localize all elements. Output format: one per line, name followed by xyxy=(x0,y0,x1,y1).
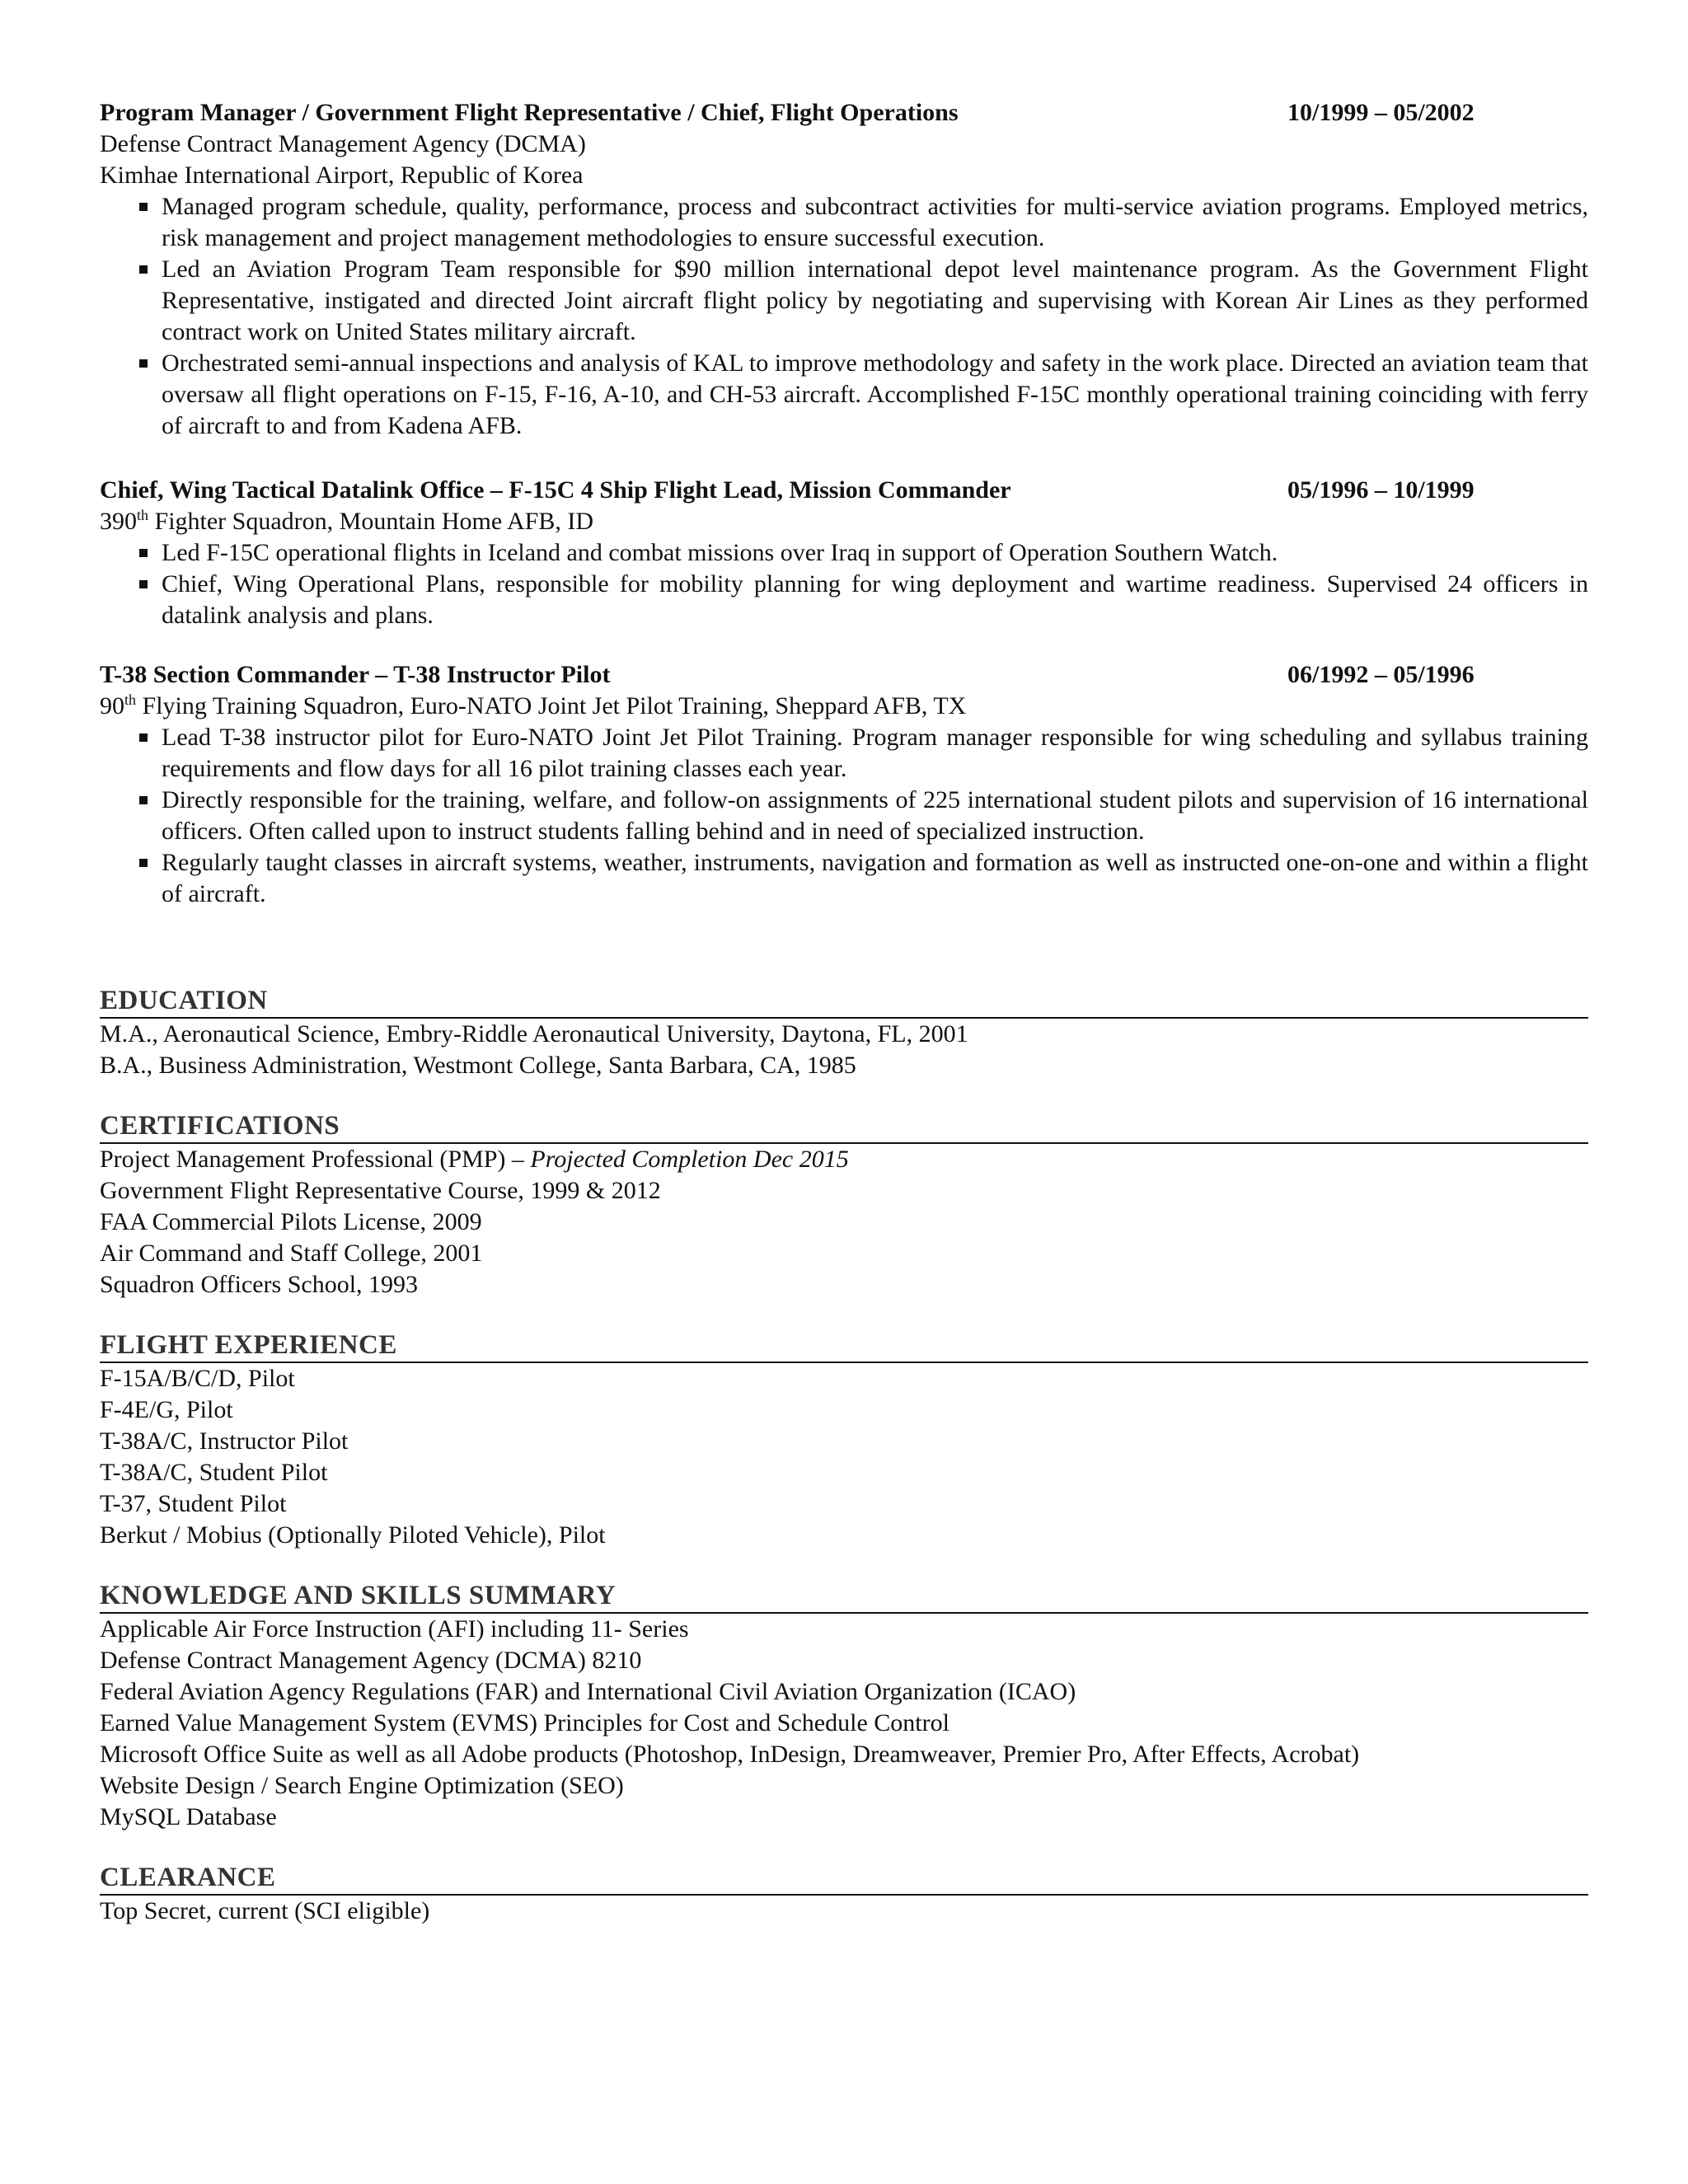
skill-item: Microsoft Office Suite as well as all Adobe products (Photoshop, InDesign, Dreamweaver, Premier Pro, After Effects, Acrobat) xyxy=(100,1741,1360,1768)
flight-experience-item: T-38A/C, Student Pilot xyxy=(100,1459,328,1486)
org-ordinal-suffix: th xyxy=(124,691,137,708)
square-bullet-icon xyxy=(139,265,148,274)
job-header xyxy=(100,659,1588,691)
job-bullet xyxy=(100,348,1588,442)
square-bullet-icon xyxy=(139,203,148,211)
job-title: Program Manager / Government Flight Representative / Chief, Flight Operations xyxy=(100,99,959,126)
certification-item: FAA Commercial Pilots License, 2009 xyxy=(100,1208,482,1235)
org-name: Flying Training Squadron, Euro-NATO Joint Jet Pilot Training, Sheppard AFB, TX xyxy=(136,692,967,719)
square-bullet-icon xyxy=(139,359,148,368)
job-title: Chief, Wing Tactical Datalink Office – F-15C 4 Ship Flight Lead, Mission Commander xyxy=(100,476,1011,504)
bullet-text: Regularly taught classes in aircraft systems, weather, instruments, navigation and formation as well as instructed one-on-one and within a flight of aircraft. xyxy=(162,849,1588,907)
job-organization xyxy=(100,506,1588,537)
job-entry xyxy=(100,659,1588,910)
square-bullet-icon xyxy=(139,733,148,742)
bullet-text: Led F-15C operational flights in Iceland and combat missions over Iraq in support of Operation Southern Watch. xyxy=(162,539,1278,566)
skills-section xyxy=(100,1579,1588,1833)
certification-item xyxy=(100,1144,1588,1175)
bullet-text: Orchestrated semi-annual inspections and analysis of KAL to improve methodology and safety in the work place. Directed an aviation team that oversaw all flight operations on F-15, F-16, A-10, and CH-53 aircraft. Accomplished F-15C monthly operational training coinciding with ferry of aircraft to and from Kadena AFB. xyxy=(162,349,1588,439)
job-bullet xyxy=(100,847,1588,910)
certification-item: Squadron Officers School, 1993 xyxy=(100,1271,419,1298)
skill-item: Website Design / Search Engine Optimization (SEO) xyxy=(100,1772,624,1799)
skill-item: Applicable Air Force Instruction (AFI) including 11- Series xyxy=(100,1615,689,1643)
job-organization: Defense Contract Management Agency (DCMA) xyxy=(100,130,586,157)
skill-item: MySQL Database xyxy=(100,1803,277,1830)
education-item: M.A., Aeronautical Science, Embry-Riddle Aeronautical University, Daytona, FL, 2001 xyxy=(100,1020,968,1047)
flight-experience-item: F-15A/B/C/D, Pilot xyxy=(100,1365,295,1392)
job-dates: 06/1992 – 05/1996 xyxy=(1287,661,1475,688)
section-heading: CERTIFICATIONS xyxy=(100,1109,1588,1144)
education-section xyxy=(100,984,1588,1081)
job-bullets xyxy=(100,537,1588,631)
job-entry xyxy=(100,475,1588,631)
certification-note: Projected Completion Dec 2015 xyxy=(530,1146,849,1173)
job-location: Kimhae International Airport, Republic of Korea xyxy=(100,162,584,189)
skill-item: Earned Value Management System (EVMS) Principles for Cost and Schedule Control xyxy=(100,1709,950,1736)
clearance-section xyxy=(100,1861,1588,1927)
section-heading: KNOWLEDGE AND SKILLS SUMMARY xyxy=(100,1579,1588,1614)
flight-experience-item: F-4E/G, Pilot xyxy=(100,1396,233,1423)
bullet-text: Directly responsible for the training, welfare, and follow-on assignments of 225 international student pilots and supervision of 16 international officers. Often called upon to instruct students falling behind and in need of specialized instruction. xyxy=(162,786,1588,845)
job-bullet xyxy=(100,537,1588,569)
square-bullet-icon xyxy=(139,549,148,557)
org-ordinal-suffix: th xyxy=(137,507,149,523)
job-entry xyxy=(100,97,1588,442)
job-bullet xyxy=(100,254,1588,348)
bullet-text: Lead T-38 instructor pilot for Euro-NATO Joint Jet Pilot Training. Program manager responsible for wing scheduling and syllabus training requirements and flow days for all 16 pilot training classes each year. xyxy=(162,724,1588,782)
job-dates: 10/1999 – 05/2002 xyxy=(1287,99,1475,126)
flight-experience-item: T-38A/C, Instructor Pilot xyxy=(100,1427,349,1455)
certification-name: Project Management Professional (PMP) – xyxy=(100,1146,531,1173)
job-bullets xyxy=(100,722,1588,910)
job-bullet xyxy=(100,569,1588,631)
job-bullets xyxy=(100,191,1588,442)
job-header xyxy=(100,475,1588,506)
bullet-text: Chief, Wing Operational Plans, responsible for mobility planning for wing deployment and wartime readiness. Supervised 24 officers in datalink analysis and plans. xyxy=(162,570,1588,629)
flight-experience-item: T-37, Student Pilot xyxy=(100,1490,287,1517)
job-dates: 05/1996 – 10/1999 xyxy=(1287,476,1475,504)
job-organization xyxy=(100,691,1588,722)
section-heading: EDUCATION xyxy=(100,984,1588,1019)
bullet-text: Led an Aviation Program Team responsible for $90 million international depot level maintenance program. As the Government Flight Representative, instigated and directed Joint aircraft flight policy by negotiating and supervising with Korean Air Lines as they performed contract work on United States military aircraft. xyxy=(162,255,1588,345)
section-heading: CLEARANCE xyxy=(100,1861,1588,1896)
flight-experience-item: Berkut / Mobius (Optionally Piloted Vehicle), Pilot xyxy=(100,1521,606,1549)
certification-item: Government Flight Representative Course, 1999 & 2012 xyxy=(100,1177,661,1204)
job-bullet xyxy=(100,722,1588,785)
flight-experience-section xyxy=(100,1329,1588,1551)
job-bullet xyxy=(100,785,1588,847)
job-header xyxy=(100,97,1588,129)
job-bullet xyxy=(100,191,1588,254)
org-name: Fighter Squadron, Mountain Home AFB, ID xyxy=(148,508,594,535)
square-bullet-icon xyxy=(139,859,148,867)
job-title: T-38 Section Commander – T-38 Instructor Pilot xyxy=(100,661,611,688)
education-item: B.A., Business Administration, Westmont College, Santa Barbara, CA, 1985 xyxy=(100,1052,856,1079)
bullet-text: Managed program schedule, quality, performance, process and subcontract activities for multi-service aviation programs. Employed metrics, risk management and project management methodologies to ensure successful execution. xyxy=(162,193,1588,251)
skill-item: Federal Aviation Agency Regulations (FAR) and International Civil Aviation Organization (ICAO) xyxy=(100,1678,1076,1705)
clearance-item: Top Secret, current (SCI eligible) xyxy=(100,1897,430,1924)
square-bullet-icon xyxy=(139,580,148,588)
org-number: 390 xyxy=(100,508,137,535)
skill-item: Defense Contract Management Agency (DCMA) 8210 xyxy=(100,1647,642,1674)
certification-item: Air Command and Staff College, 2001 xyxy=(100,1240,483,1267)
section-heading: FLIGHT EXPERIENCE xyxy=(100,1329,1588,1363)
org-number: 90 xyxy=(100,692,124,719)
square-bullet-icon xyxy=(139,796,148,804)
resume-page xyxy=(100,97,1588,1955)
certifications-section xyxy=(100,1109,1588,1301)
